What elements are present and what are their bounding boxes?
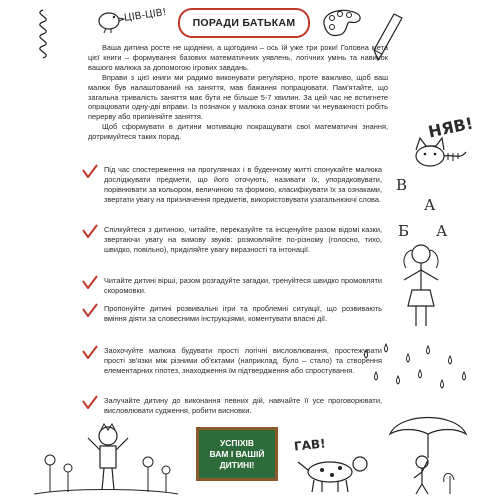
dog-sound-label: ГАВ! [293, 436, 327, 454]
letter-a: А [436, 222, 448, 240]
tip-item [82, 225, 382, 255]
tip-item [82, 304, 382, 324]
bird-icon [92, 4, 126, 34]
tip-text: Заохочуйте малюка будувати прості логічні висловлювання, простежувати прості зв'язки між різними об'єктами (наприклад, було – стало) та створення елементарних гіпотез, знаходження їм підтвердження або спростування. [104, 346, 382, 375]
check-mark-icon [82, 275, 98, 289]
boy-with-flowers-icon [30, 420, 180, 495]
tip-text: Залучайте дитину до виконання певних дій, навчайте її усе проговорювати, висловлювати судження, робити висновки. [104, 396, 382, 415]
tip-text: Під час спостереження на прогулянках і в буденному житті спонукайте малюка досліджувати предмети, що його оточують, називати їх, упорядковувати, порівнювати за кольором, величиною та формою, класифікувати їх за ознаками, звертати увагу на призначення предметів, використовувати узагальнюючі слова. [104, 165, 382, 204]
intro-paragraph: Вправи з цієї книги ми радимо виконувати регулярно, проте важливо, щоб ваш малюк був налаштований на заняття, мав бажання попрацювати. Пам'ятайте, що загальна тривалість заняття має бути не більше 5-7 хвилин. За цей час не встигнете опрацювати одну-дві вправи. Із позначок у малюка ознак втоми чи неуважності робіть перерву або припиняйте заняття. [88, 72, 388, 122]
tip-item [82, 165, 382, 205]
palette-icon [318, 6, 364, 40]
page-title: ПОРАДИ БАТЬКАМ [192, 17, 296, 29]
chalkboard-line: ВАМ І ВАШІЙ [209, 448, 265, 459]
success-chalkboard [196, 427, 278, 481]
spring-doodle-icon [30, 8, 56, 68]
letter-a: А [424, 196, 436, 214]
tip-item [82, 396, 382, 416]
tip-text: Спілкуйтеся з дитиною, читайте, переказуйте та інсценуйте разом відомі казки, звертаючи увагу на вимову звуків: розмовляйте по-різному (голосно, тихо, швидко, повільно), придiляйте увагу виразності та інтонації. [104, 225, 382, 254]
intro-paragraph: Щоб сформувати в дитини мотивацію покращувати свої математичні знання, дотримуйтеся таких порад. [88, 122, 388, 142]
check-mark-icon [82, 164, 98, 178]
chalkboard-line: ДИТИНІ! [219, 459, 255, 470]
tip-text: Читайте дитині вірші, разом розгадуйте загадки, тренуйтеся швидко промовляти скоромовки. [104, 276, 382, 295]
check-mark-icon [82, 224, 98, 238]
tip-item [82, 276, 382, 296]
girl-figure-icon [394, 240, 448, 330]
chalkboard-line: УСПІХІВ [219, 437, 255, 448]
check-mark-icon [82, 345, 98, 359]
dog-icon [290, 448, 380, 494]
letter-v: В [396, 176, 408, 194]
cat-icon [410, 134, 470, 174]
letter-b: Б [398, 222, 410, 240]
tip-text: Пропонуйте дитині розвивальні ігри та проблемні ситуації, що розвивають вміння діяти за словесними інструкціями, коментувати власні дії. [104, 304, 382, 323]
title-badge [178, 8, 310, 38]
check-mark-icon [82, 303, 98, 317]
intro-text [88, 43, 388, 142]
check-mark-icon [82, 395, 98, 409]
cat-sound-label: НЯВ! [426, 113, 475, 142]
umbrella-icon [380, 410, 476, 496]
intro-paragraph: Ваша дитина росте не щодніни, а щогодини – ось їй уже три роки! Головна мета цієї книги – формування базових математичних уявлень, логічних умінь та навичок вашого малюка за допомогою ігрових завдань. [88, 43, 388, 72]
bird-sound-label: ЦІВ-ЦІВ! [123, 7, 168, 24]
tip-item [82, 346, 382, 376]
